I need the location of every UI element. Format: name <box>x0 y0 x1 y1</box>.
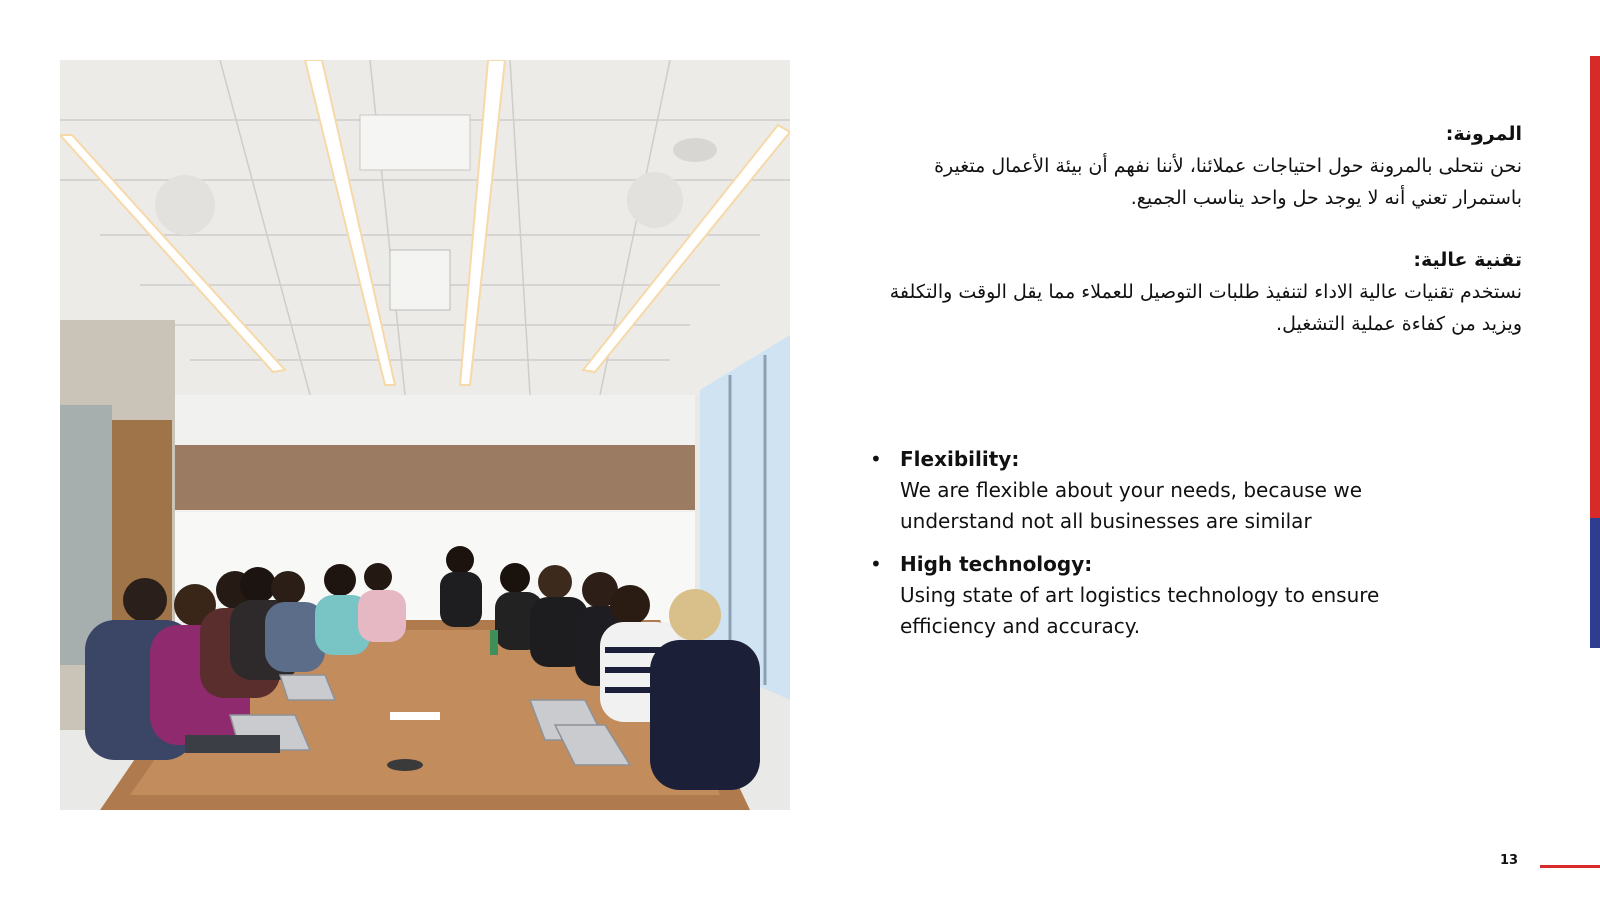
bullet-icon: • <box>870 447 882 471</box>
accent-bar-red <box>1590 56 1600 518</box>
bullet-text: Using state of art logistics technology to ensure efficiency and accuracy. <box>900 583 1380 638</box>
arabic-technology-text: نستخدم تقنيات عالية الاداء لتنفيذ طلبات التوصيل للعملاء مما يقل الوقت والتكلفة ويزيد من كفاءة عملية التشغيل. <box>889 281 1522 335</box>
english-bullet-list <box>868 444 1428 654</box>
bullet-icon: • <box>870 552 882 576</box>
page-number: 13 <box>1500 853 1519 868</box>
arabic-content <box>870 118 1522 370</box>
accent-bar-blue <box>1590 518 1600 648</box>
bullet-heading: High technology: <box>900 552 1093 576</box>
arabic-flexibility-section <box>870 118 1522 214</box>
bullet-item-flexibility <box>868 444 1428 537</box>
arabic-technology-section <box>870 244 1522 340</box>
footer-divider <box>1540 865 1600 868</box>
arabic-flexibility-heading: المرونة: <box>1445 123 1522 145</box>
bullet-item-high-technology <box>868 549 1428 642</box>
bullet-heading: Flexibility: <box>900 447 1020 471</box>
arabic-technology-heading: تقنية عالية: <box>1413 249 1522 271</box>
meeting-room-photo <box>60 60 790 810</box>
bullet-text: We are flexible about your needs, because we understand not all businesses are similar <box>900 478 1363 533</box>
arabic-flexibility-text: نحن نتحلى بالمرونة حول احتياجات عملائنا، لأننا نفهم أن بيئة الأعمال متغيرة باستمرار تعني أنه لا يوجد حل واحد يناسب الجميع. <box>934 155 1522 209</box>
